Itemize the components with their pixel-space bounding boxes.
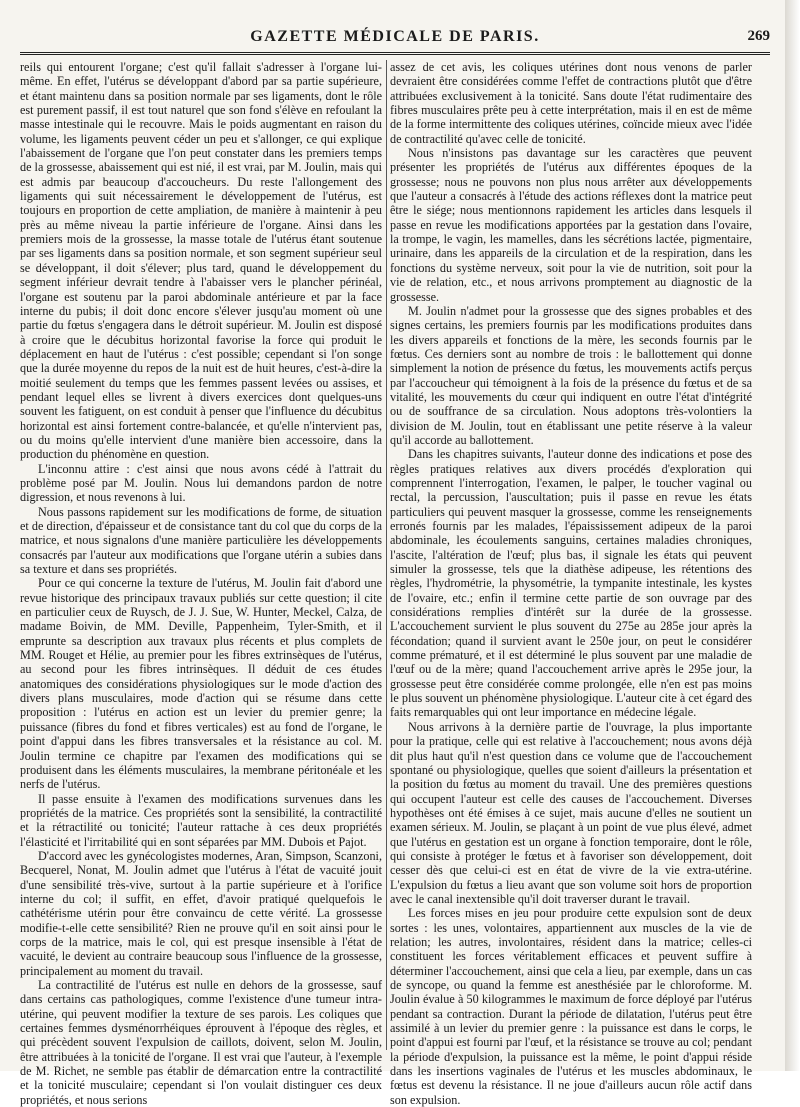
paragraph: D'accord avec les gynécologistes modernes, Aran, Simpson, Scanzoni, Becquerel, Nonat, M. Joulin admet que l'utérus à l'état de vacuité jouit d'une sensibilité très-vive, surtout à la partie supérieure et à l'orifice interne du col; il suffit, en effet, d'avoir pratiqué quelquefois le cathétérisme utérin pour être convaincu de cette vérité. La grossesse modifie-t-elle cette sensibilité? Rien ne prouve qu'il en soit ainsi pour le corps de la matrice, mais le col, qui est presque insensible à l'état de vacuité, le devient au contraire beaucoup sous l'influence de la grossesse, principalement au moment du travail. — [20, 848, 382, 978]
paragraph: Nous n'insistons pas davantage sur les caractères que peuvent présenter les propriétés de l'utérus aux différentes époques de la grossesse; nous ne pouvons non plus nous arrêter aux développements que l'auteur a consacrés à l'étude des actions réflexes dont la matrice peut être le siége; nous mentionnons rapidement les articles dans lesquels il passe en revue les modifications apportées par la gestation dans l'ovaire, la trompe, le vagin, les mamelles, dans les sécrétions lactée, pigmentaire, urinaire, dans les appareils de la circulation et de la respiration, dans les fonctions du système nerveux, soit pour la vie de nutrition, soit pour la vie de relation, etc., et nous arrivons promptement au diagnostic de la grossesse. — [390, 146, 752, 304]
page-edge-shadow — [785, 0, 800, 1071]
column-divider — [386, 60, 387, 1050]
paragraph: La contractilité de l'utérus est nulle en dehors de la grossesse, sauf dans certains cas pathologiques, comme l'existence d'une tumeur intra-utérine, qui peuvent modifier la texture de ses parois. Les coliques que certaines femmes dysménorrhéiques éprouvent à l'époque des règles, et qui précèdent souvent l'expulsion de caillots, doivent, selon M. Joulin, être attribuées à la tonicité de l'organe. Il est vrai que l'auteur, à l'exemple de M. Richet, ne semble pas établir de démarcation entre la contractilité et la tonicité musculaire; cependant si l'on voulait distinguer ces deux propriétés, et nous serions — [20, 978, 382, 1107]
right-column — [390, 60, 752, 1107]
left-column — [20, 60, 382, 1107]
paragraph: Pour ce qui concerne la texture de l'utérus, M. Joulin fait d'abord une revue historique des principaux travaux publiés sur cette question; il cite en particulier ceux de Ruysch, de J. J. Sue, W. Hunter, Meckel, Calza, de madame Boivin, de MM. Deville, Pappenheim, Tyler-Smith, et il emprunte sa description aux travaux plus récents et plus complets de MM. Rouget et Hélie, au premier pour les fibres extrinsèques de l'utérus, au second pour les fibres intrinsèques. Il déduit de ces études anatomiques des considérations physiologiques sur le mode d'action des divers plans musculaires, mode d'action qui se résume dans cette proposition : l'utérus en action est un levier du premier genre; la puissance (fibres du fond et fibres verticales) est au fond de l'organe, le point d'appui dans les fibres transversales et la résistance au col. M. Joulin termine ce chapitre par l'examen des modifications qui se produisent dans les éléments musculaires, la membrane péritonéale et les nerfs de l'utérus. — [20, 576, 382, 792]
paragraph: assez de cet avis, les coliques utérines dont nous venons de parler devraient être considérées comme l'effet de contractions plutôt que d'être attribuées exclusivement à la tonicité. Sans doute l'état rudimentaire des fibres musculaires prête peu à cette interprétation, mais il en est de même de la forme intermittente des coliques utérines, coïncide mieux avec l'idée de contractilité qu'avec celle de tonicité. — [390, 60, 752, 146]
journal-title: GAZETTE MÉDICALE DE PARIS. — [250, 28, 540, 45]
paragraph: Dans les chapitres suivants, l'auteur donne des indications et pose des règles pratiques relatives aux divers procédés d'exploration qui comprennent l'interrogation, l'examen, le palper, le toucher vaginal ou rectal, la percussion, l'auscultation; puis il passe en revue les états particuliers qui peuvent masquer la grossesse, comme les renseignements erronés fournis par les malades, l'épaississement adipeux de la paroi abdominale, les écoulements sanguins, certaines maladies chroniques, l'ascite, l'altération de l'œuf; plus bas, il signale les états qui peuvent simuler la grossesse, tels que la diathèse adipeuse, les rétentions des règles, l'hydrométrie, la physométrie, la tympanite intestinale, les kystes de l'ovaire, etc.; enfin il termine cette partie de son ouvrage par des considérations remplies d'intérêt sur la durée de la grossesse. L'accouchement survient le plus souvent du 275e au 285e jour après la fécondation; quand il survient avant le 250e jour, on peut le considérer comme prématuré, et il est déterminé le plus souvent par une maladie de l'œuf ou de la mère; quand l'accouchement arrive après le 295e jour, la grossesse peut être considérée comme prolongée, elle n'en est pas moins le plus souvent un phénomène physiologique. L'auteur cite à cet égard des faits remarquables qui ont leur importance en médecine légale. — [390, 447, 752, 720]
paragraph: L'inconnu attire : c'est ainsi que nous avons cédé à l'attrait du problème posé par M. Joulin. Nous lui demandons pardon de notre digression, et nous revenons à lui. — [20, 461, 382, 505]
paragraph: Nous passons rapidement sur les modifications de forme, de situation et de direction, d'épaisseur et de consistance tant du col que du corps de la matrice, et nous signalons d'une manière particulière les développements consacrés par l'auteur aux modifications que l'organe utérin a subies dans sa texture et dans ses propriétés. — [20, 504, 382, 577]
paragraph: Il passe ensuite à l'examen des modifications survenues dans les propriétés de la matrice. Ces propriétés sont la sensibilité, la contractilité et la rétractilité ou tonicité; l'auteur rattache à ces deux propriétés l'élasticité et l'irritabilité qui en sont séparées par MM. Dubois et Pajot. — [20, 791, 382, 849]
paragraph: M. Joulin n'admet pour la grossesse que des signes probables et des signes certains, les premiers fournis par les modifications produites dans les divers appareils et fonctions de la mère, les seconds fournis par le fœtus. Ces derniers sont au nombre de trois : le ballottement qui donne simplement la notion de présence du fœtus, les mouvements actifs perçus par l'accoucheur qui témoignent à la fois de la présence du fœtus et de sa vitalité, les mouvements du cœur qui indiquent en outre l'état d'intégrité ou de souffrance de sa circulation. Nous adoptons très-volontiers la division de M. Joulin, tout en établissant une petite réserve à la valeur qu'il accorde au ballottement. — [390, 303, 752, 447]
header-rule — [20, 52, 770, 55]
paragraph: reils qui entourent l'organe; c'est qu'il fallait s'adresser à l'organe lui-même. En effet, l'utérus se développant d'abord par sa partie supérieure, et étant maintenu dans sa position normale par ses ligaments, dont le rôle est purement passif, il est tout naturel que son fond s'élève en refoulant la masse intestinale qui le recouvre. Mais le poids augmentant en raison du volume, les ligaments peuvent céder un peu et s'allonger, ce qui explique l'abaissement de l'organe que l'on peut constater dans les premiers temps de la grossesse, abaissement qui est nié, il est vrai, par M. Joulin, mais qui est admis par beaucoup d'accoucheurs. Du reste l'allongement des ligaments qui suit nécessairement le développement de l'utérus, est toujours en proportion de cette ampliation, de manière à maintenir à peu près au même niveau la partie inférieure de l'organe. Ainsi dans les premiers mois de la grossesse, la masse totale de l'utérus étant soutenue par ses ligaments dans sa position normale, et son segment supérieur seul se développant, il doit s'élever; plus tard, quand le développement du segment inférieur devrait tendre à l'abaisser vers le plancher périnéal, l'organe est soutenu par la paroi abdominale antérieure et par la face interne du pubis; il doit donc encore s'élever jusqu'au moment où une partie du fœtus s'engagera dans le détroit supérieur. M. Joulin est disposé à croire que le décubitus horizontal favorise la force qui produit le déplacement en haut de l'utérus : c'est possible; cependant si l'on songe que la durée moyenne du repos de la nuit est de huit heures, c'est-à-dire la moitié seulement du temps que les femmes passent levées ou assises, et pendant lequel elles se livrent à divers exercices dont quelques-uns souvent les fatiguent, on est conduit à penser que l'influence du décubitus horizontal est ainsi fortement contre-balancée, et qu'elle n'intervient pas, ou du moins qu'elle intervient d'une manière bien accessoire, dans la production du phénomène en question. — [20, 60, 382, 462]
page-header — [20, 22, 770, 48]
paragraph: Nous arrivons à la dernière partie de l'ouvrage, la plus importante pour la pratique, celle qui est relative à l'accouchement; nous avons déjà dit plus haut qu'il n'est question dans ce volume que de l'accouchement spontané ou physiologique, quelles que soient d'ailleurs la présentation et la position du fœtus au moment du travail. Une des premières questions qui occupent l'auteur est celle des causes de l'accouchement. Diverses hypothèses ont été émises à ce sujet, mais aucune d'elles ne soutient un examen sérieux. M. Joulin, se plaçant à un point de vue plus élevé, admet que l'utérus en gestation est un organe à fonction temporaire, dont le rôle, qui consiste à protéger le fœtus et à favoriser son développement, doit cesser dès que celui-ci est en état de vivre de la vie extra-utérine. L'expulsion du fœtus a lieu avant que son volume soit hors de proportion avec le canal inextensible qu'il doit traverser durant le travail. — [390, 719, 752, 906]
page-number: 269 — [747, 28, 770, 44]
paragraph: Les forces mises en jeu pour produire cette expulsion sont de deux sortes : les unes, volontaires, appartiennent aux muscles de la vie de relation; les autres, involontaires, résident dans la matrice; celles-ci constituent les forces véritablement efficaces et peuvent suffire à déterminer l'accouchement, ainsi que cela a lieu, par exemple, dans un cas de syncope, ou quand la femme est anesthésiée par le chloroforme. M. Joulin évalue à 50 kilogrammes le maximum de force déployé par l'utérus pendant sa contraction. Durant la période de dilatation, l'utérus peut être assimilé à un levier du premier genre : la puissance est dans le corps, le point d'appui est fourni par l'œuf, et la résistance se trouve au col; pendant la période d'expulsion, la puissance est la même, le point d'appui réside dans les insertions vaginales de l'utérus et les muscles abdominaux, le fœtus est devenu la résistance. Il ne joue d'ailleurs aucun rôle actif dans son expulsion. — [390, 906, 752, 1107]
